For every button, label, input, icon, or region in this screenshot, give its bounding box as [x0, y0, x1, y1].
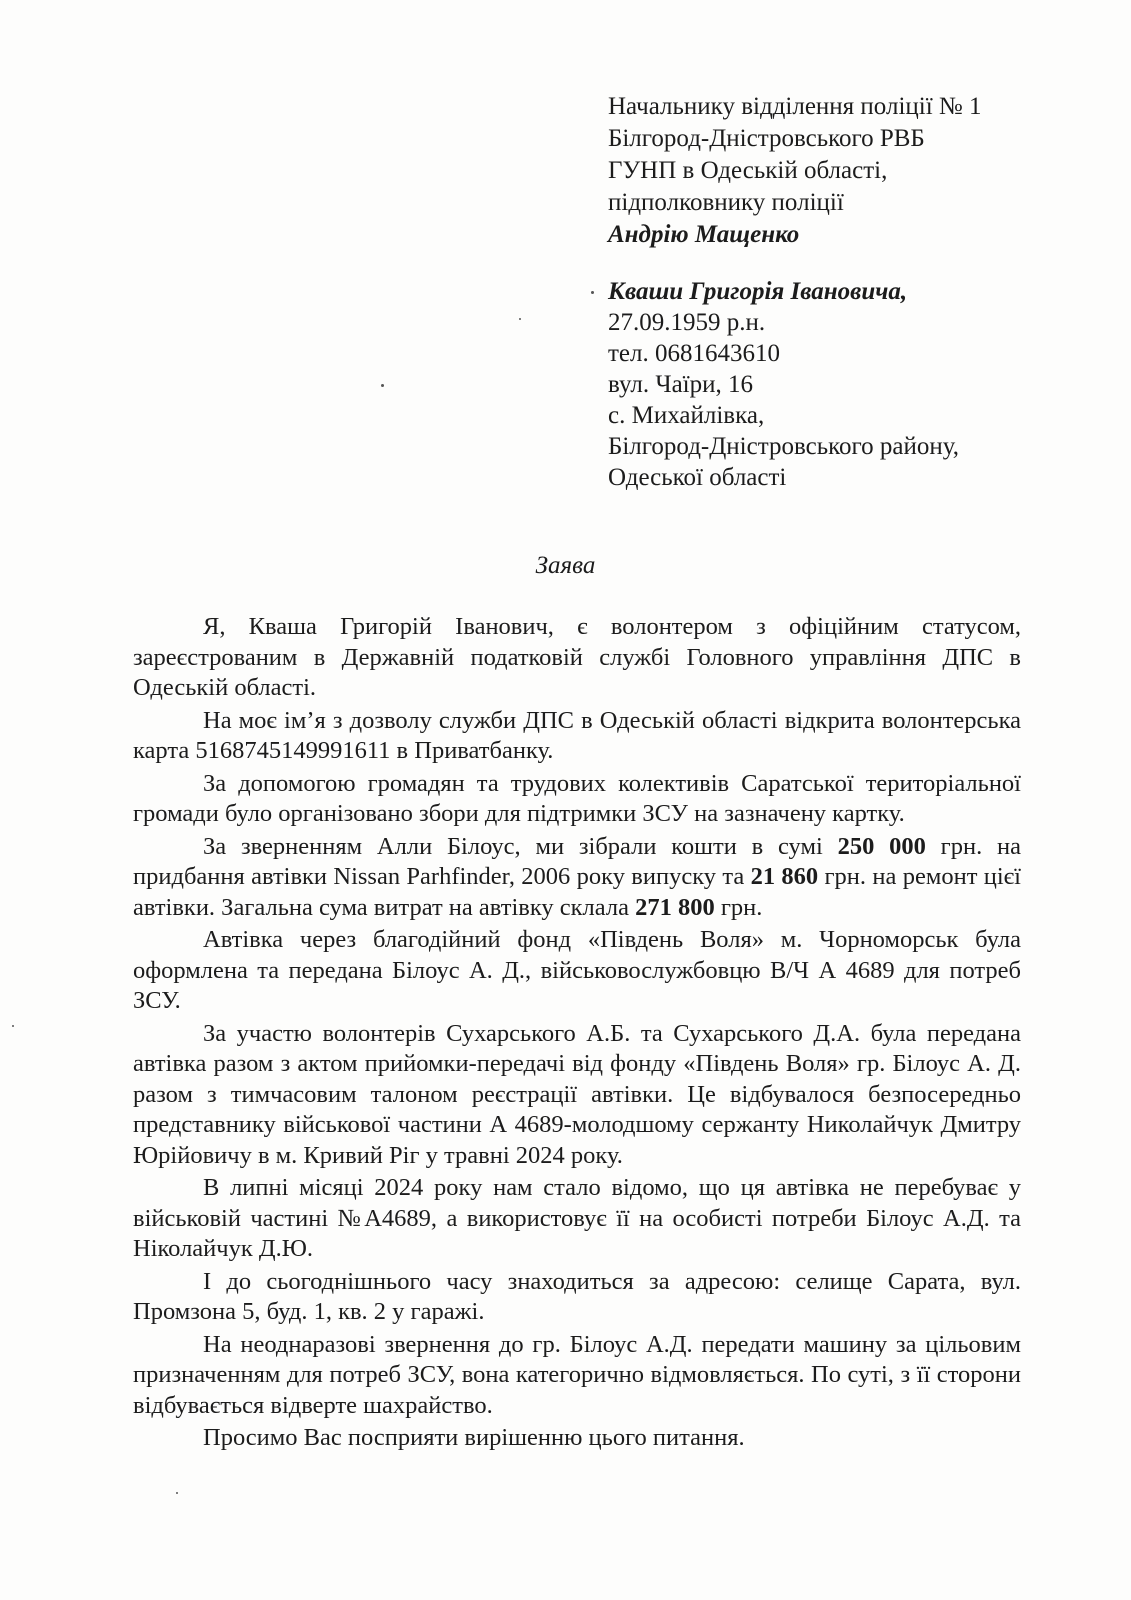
addressee-block — [608, 91, 1108, 251]
paragraph-handover: За участю волонтерів Сухарського А.Б. та Сухарського Д.А. була передана автівка разом з актом прийомки-передачі від фонду «Південь Воля» гр. Білоус А. Д. разом з тимчасовим талоном реєстрації автівки. Це відбувалося безпосередньо представнику військової частини А 4689-молодшому сержанту Николайчук Дмитру Юрійовичу в м. Кривий Ріг у травні 2024 року. — [133, 1019, 1021, 1169]
scan-speck — [591, 291, 594, 294]
paragraph-volunteer-status: Я, Кваша Григорій Іванович, є волонтером з офіційним статусом, зареєстрованим в Державній податковій службі Головного управління ДПС в Одеській області. — [133, 613, 1021, 701]
sender-block — [608, 276, 1108, 493]
addressee-line: Білгород-Дністровського РВБ — [608, 125, 925, 152]
sender-birthdate: 27.09.1959 р.н. — [608, 309, 766, 336]
sender-street: вул. Чаїри, 16 — [608, 371, 753, 398]
amounts-text: За зверненням Алли Білоус, ми зібрали кошти в сумі — [203, 832, 838, 860]
scan-speck — [519, 318, 521, 320]
paragraph-refusal: На неоднаразові звернення до гр. Білоус А.Д. передати машину за цільовим призначенням для потреб ЗСУ, вона категорично відмовляється. По суті, з її сторони відбувається відверте шахрайство. — [133, 1330, 1021, 1419]
paragraph-volunteer-card: На моє ім’я з дозволу служби ДПС в Одеській області відкрита волонтерська карта 5168745149991611 в Приватбанку. — [133, 706, 1021, 764]
sender-name: Кваши Григорія Івановича, — [608, 278, 908, 305]
addressee-line: ГУНП в Одеській області, — [608, 157, 888, 184]
purchase-amount: 250 000 — [837, 832, 926, 860]
repair-amount: 21 860 — [750, 863, 819, 890]
document-title: Заява — [535, 552, 596, 579]
addressee-line: Начальнику відділення поліції № 1 — [608, 93, 982, 120]
paragraph-request: Просимо Вас посприяти вирішенню цього питання. — [203, 1424, 745, 1451]
statement-body — [133, 612, 1021, 1456]
sender-district: Білгород-Дністровського району, — [608, 433, 959, 460]
paragraph-amounts — [133, 832, 1021, 924]
sender-region: Одеської області — [608, 464, 787, 491]
total-amount: 271 800 — [635, 893, 715, 921]
scan-speck — [381, 384, 384, 387]
scan-speck — [176, 1492, 178, 1494]
amounts-text: грн. на ремонт цієї автівки. Загальна сума витрат на автівку склала — [133, 863, 1021, 921]
addressee-name: Андрію Мащенко — [608, 221, 800, 248]
paragraph-fundraising: За допомогою громадян та трудових колективів Саратської територіальної громади було організовано збори для підтримки ЗСУ на зазначену картку. — [133, 769, 1021, 827]
paragraph-misuse: В липні місяці 2024 року нам стало відомо, що ця автівка не перебуває у військовій частині №А4689, а використовує її на особисті потреби Білоус А.Д. та Ніколайчук Д.Ю. — [133, 1174, 1021, 1262]
sender-phone: тел. 0681643610 — [608, 340, 780, 367]
amounts-text: грн. — [714, 893, 763, 921]
paragraph-vehicle-transfer: Автівка через благодійний фонд «Південь Воля» м. Чорноморськ була оформлена та передана Білоус А. Д., військовослужбовцю В/Ч А 4689 для потреб ЗСУ. — [133, 926, 1021, 1014]
scan-speck — [12, 1025, 14, 1027]
amounts-text: грн. на придбання автівки Nissan Parhfinder, 2006 року випуску та — [133, 832, 1021, 890]
paragraph-location: І до сьогоднішнього часу знаходиться за адресою: селище Сарата, вул. Промзона 5, буд. 1, кв. 2 у гаражі. — [133, 1267, 1021, 1325]
addressee-line: підполковнику поліції — [608, 189, 844, 216]
sender-village: с. Михайлівка, — [608, 402, 765, 429]
